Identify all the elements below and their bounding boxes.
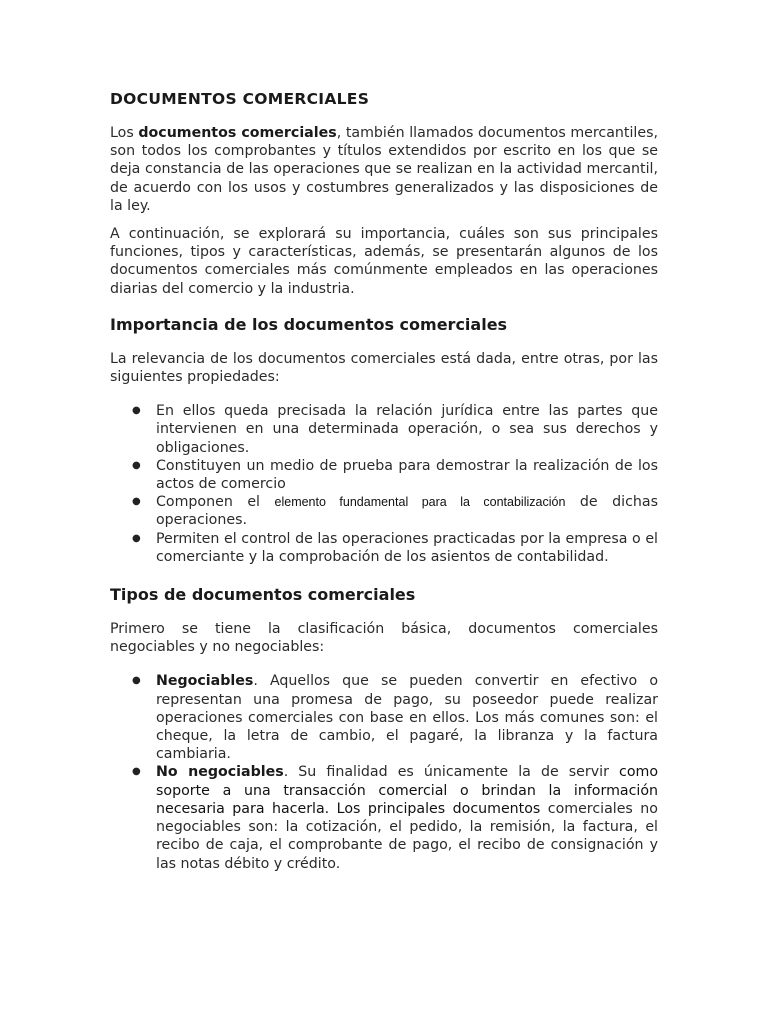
list-item-term: No negociables — [156, 764, 284, 781]
list-item — [110, 672, 658, 763]
bullet-icon: ● — [132, 405, 141, 417]
list-item-text: . Su finalidad es únicamente la de servir — [283, 764, 620, 781]
types-heading: Tipos de documentos comerciales — [110, 585, 416, 605]
types-list — [110, 672, 658, 872]
document-body — [110, 88, 658, 891]
list-item-text: Constituyen un medio de prueba para demostrar la realización de los actos de comercio — [156, 457, 658, 493]
list-item — [110, 493, 658, 529]
intro-paragraph — [110, 124, 658, 215]
list-item — [110, 457, 658, 493]
list-item — [110, 402, 658, 457]
document-title: DOCUMENTOS COMERCIALES — [110, 90, 370, 108]
importance-lead: La relevancia de los documentos comerciales está dada, entre otras, por las siguientes propiedades: — [110, 350, 658, 386]
intro-text-start: Los — [110, 125, 139, 141]
list-item-text-dark: como soporte a una transacción comercial o brindan la información necesaria para hacerla. Los principales documentos — [156, 764, 658, 817]
list-item — [110, 530, 658, 566]
bullet-icon: ● — [132, 532, 141, 544]
list-item-text-end: de dichas operaciones. — [156, 494, 658, 529]
paragraph-two: A continuación, se explorará su importancia, cuáles son sus principales funciones, tipos y características, además, se presentarán algunos de los documentos comerciales más comúnmente empleados en las operaciones diarias del comercio y la industria. — [110, 226, 658, 297]
intro-bold-term: documentos comerciales — [138, 125, 337, 141]
list-item-small-text: elemento fundamental para la contabilización — [274, 495, 566, 510]
list-item-text-end: comerciales no negociables son: la cotización, el pedido, la remisión, la factura, el recibo de caja, el comprobante de pago, el recibo de consignación y las notas débito y crédito. — [156, 800, 658, 872]
intro-text-rest: , también llamados documentos mercantiles, son todos los comprobantes y títulos extendidos por escrito en los que se deja constancia de las operaciones que se realizan en la actividad mercantil, de acuerdo con los usos y costumbres generalizados y las disposiciones de la ley. — [110, 125, 658, 214]
bullet-icon: ● — [132, 459, 141, 471]
list-item-text-start: Componen el — [156, 494, 275, 511]
list-item — [110, 763, 658, 872]
bullet-icon: ● — [132, 496, 141, 508]
importance-list — [110, 402, 658, 566]
list-item-term: Negociables — [156, 673, 254, 690]
list-item-text: . Aquellos que se pueden convertir en efectivo o representan una promesa de pago, su poseedor puede realizar operaciones comerciales con base en ellos. Los más comunes son: el cheque, la letra de cambio, el pagaré, la libranza y la factura cambiaria. — [156, 673, 658, 763]
importance-heading: Importancia de los documentos comerciales — [110, 314, 508, 334]
bullet-icon: ● — [132, 675, 141, 687]
list-item-text: Permiten el control de las operaciones practicadas por la empresa o el comerciante y la comprobación de los asientos de contabilidad. — [156, 530, 658, 565]
list-item-text: En ellos queda precisada la relación jurídica entre las partes que intervienen en una determinada operación, o sea sus derechos y obligaciones. — [156, 403, 658, 456]
bullet-icon: ● — [132, 766, 141, 778]
types-lead: Primero se tiene la clasificación básica, documentos comerciales negociables y no negociables: — [110, 621, 658, 656]
